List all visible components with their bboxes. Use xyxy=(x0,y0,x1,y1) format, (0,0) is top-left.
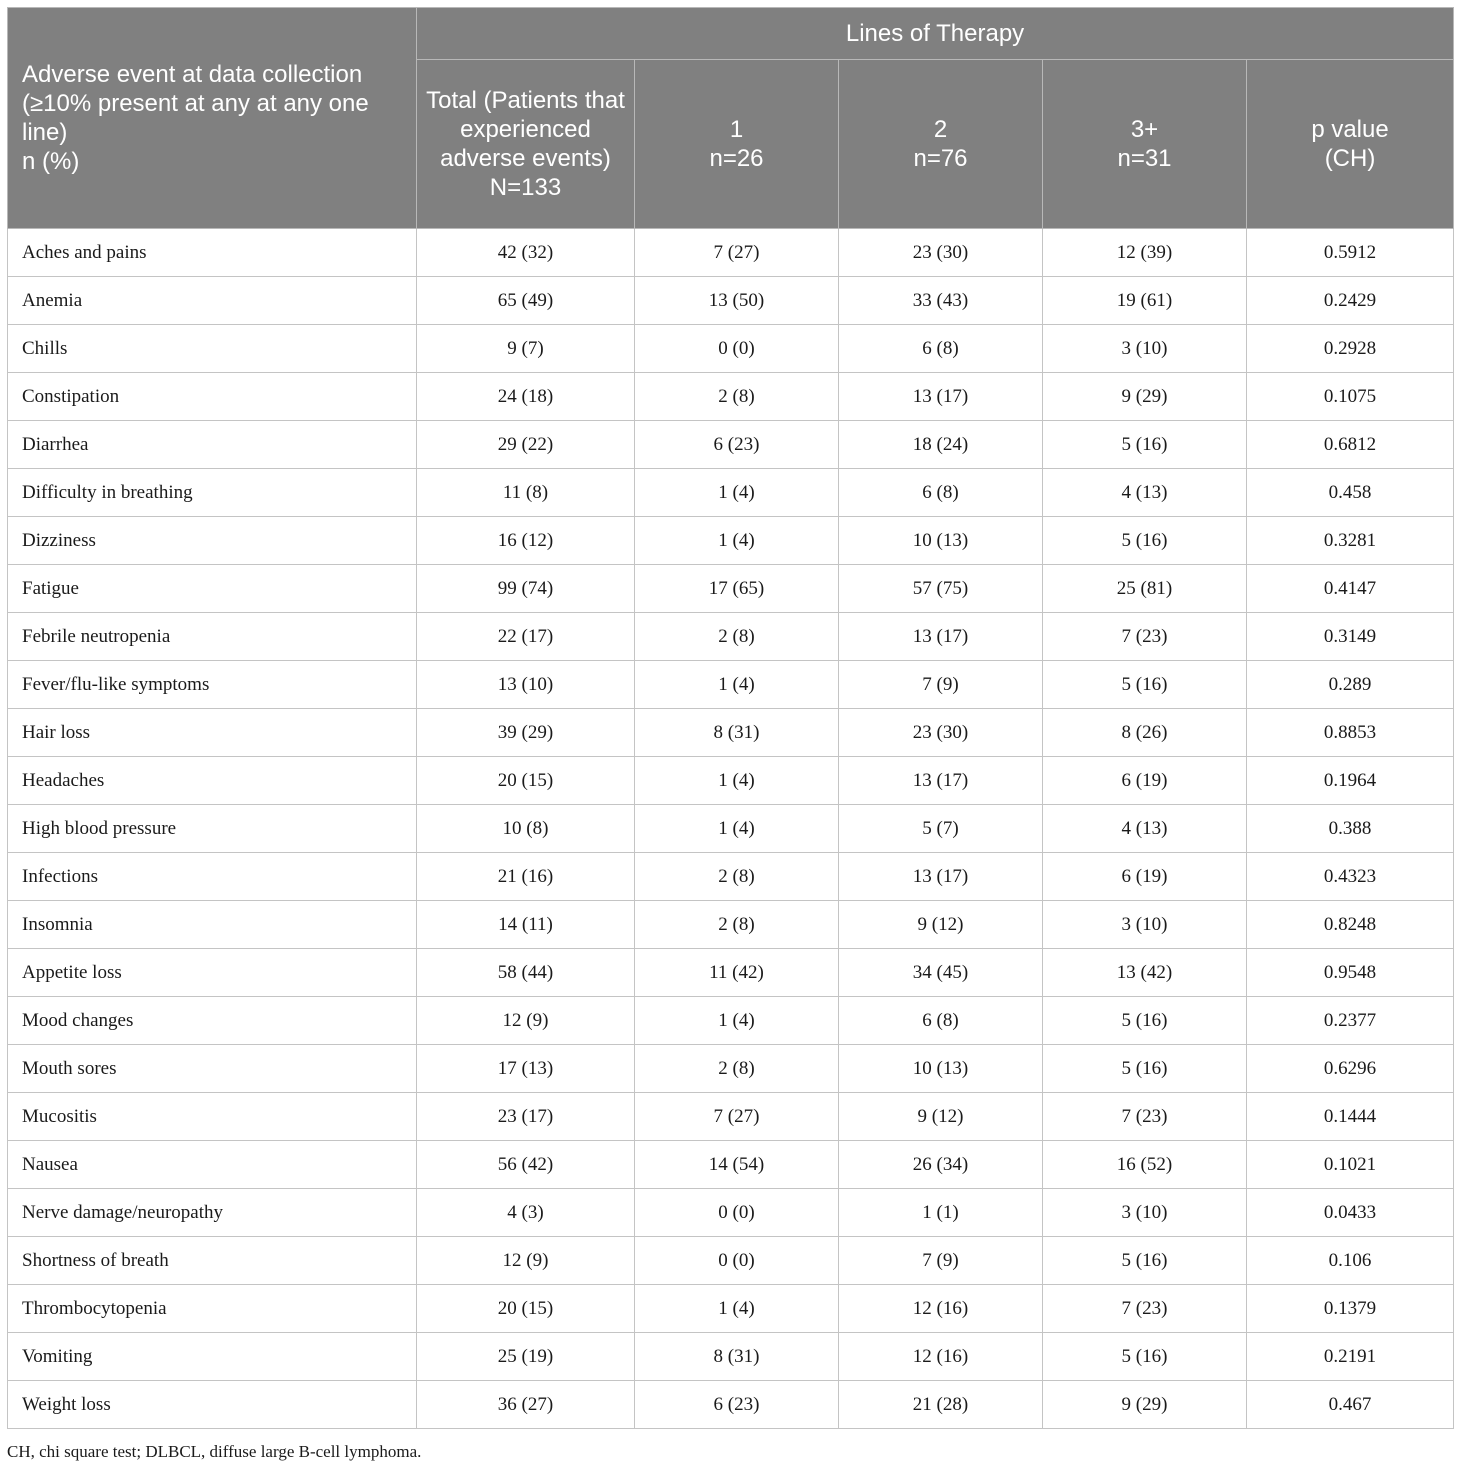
event-cell: Hair loss xyxy=(8,709,417,757)
table-row xyxy=(8,1141,1454,1189)
p-value-cell: 0.1379 xyxy=(1247,1285,1454,1333)
event-cell: Febrile neutropenia xyxy=(8,613,417,661)
line-1-cell: 1 (4) xyxy=(635,997,839,1045)
event-cell: Thrombocytopenia xyxy=(8,1285,417,1333)
total-cell: 36 (27) xyxy=(417,1381,635,1429)
line-1-cell: 8 (31) xyxy=(635,1333,839,1381)
table-row xyxy=(8,997,1454,1045)
line-1-cell: 2 (8) xyxy=(635,1045,839,1093)
event-cell: Dizziness xyxy=(8,517,417,565)
table-row xyxy=(8,1093,1454,1141)
line-3-plus-cell: 5 (16) xyxy=(1043,661,1247,709)
line-2-cell: 33 (43) xyxy=(839,277,1043,325)
p-value-cell: 0.458 xyxy=(1247,469,1454,517)
line-1-cell: 0 (0) xyxy=(635,1237,839,1285)
line-1-cell: 6 (23) xyxy=(635,421,839,469)
line-1-cell: 0 (0) xyxy=(635,325,839,373)
p-value-cell: 0.2429 xyxy=(1247,277,1454,325)
p-value-cell: 0.3281 xyxy=(1247,517,1454,565)
line-1-cell: 0 (0) xyxy=(635,1189,839,1237)
event-cell: Mouth sores xyxy=(8,1045,417,1093)
header-group-row xyxy=(8,8,1454,60)
total-cell: 12 (9) xyxy=(417,1237,635,1285)
line-1-cell: 1 (4) xyxy=(635,517,839,565)
total-cell: 56 (42) xyxy=(417,1141,635,1189)
event-cell: Vomiting xyxy=(8,1333,417,1381)
group-header-lines-of-therapy: Lines of Therapy xyxy=(417,8,1454,60)
p-value-cell: 0.289 xyxy=(1247,661,1454,709)
p-value-cell: 0.2377 xyxy=(1247,997,1454,1045)
line-3-plus-cell: 4 (13) xyxy=(1043,805,1247,853)
line-1-cell: 1 (4) xyxy=(635,757,839,805)
total-cell: 29 (22) xyxy=(417,421,635,469)
total-cell: 16 (12) xyxy=(417,517,635,565)
row-header-adverse-event: Adverse event at data collection (≥10% present at any at any one line) n (%) xyxy=(8,8,417,229)
event-cell: Appetite loss xyxy=(8,949,417,997)
line-2-cell: 26 (34) xyxy=(839,1141,1043,1189)
line-1-cell: 6 (23) xyxy=(635,1381,839,1429)
p-value-cell: 0.8853 xyxy=(1247,709,1454,757)
total-cell: 25 (19) xyxy=(417,1333,635,1381)
p-value-cell: 0.106 xyxy=(1247,1237,1454,1285)
event-cell: Nausea xyxy=(8,1141,417,1189)
table-row xyxy=(8,1045,1454,1093)
line-1-cell: 1 (4) xyxy=(635,469,839,517)
table-row xyxy=(8,901,1454,949)
line-2-cell: 12 (16) xyxy=(839,1285,1043,1333)
line-2-cell: 57 (75) xyxy=(839,565,1043,613)
table-footnote: CH, chi square test; DLBCL, diffuse large B-cell lymphoma. xyxy=(7,1442,422,1461)
line-3-plus-cell: 6 (19) xyxy=(1043,757,1247,805)
line-2-cell: 6 (8) xyxy=(839,997,1043,1045)
event-cell: Mood changes xyxy=(8,997,417,1045)
p-value-cell: 0.4147 xyxy=(1247,565,1454,613)
line-2-cell: 1 (1) xyxy=(839,1189,1043,1237)
line-1-cell: 14 (54) xyxy=(635,1141,839,1189)
total-cell: 10 (8) xyxy=(417,805,635,853)
table-header xyxy=(8,8,1454,229)
column-header-line-2: 2 n=76 xyxy=(839,60,1043,229)
p-value-cell: 0.6812 xyxy=(1247,421,1454,469)
table-row xyxy=(8,565,1454,613)
total-cell: 20 (15) xyxy=(417,1285,635,1333)
line-1-cell: 13 (50) xyxy=(635,277,839,325)
line-2-cell: 13 (17) xyxy=(839,373,1043,421)
p-value-cell: 0.9548 xyxy=(1247,949,1454,997)
table-row xyxy=(8,373,1454,421)
p-value-cell: 0.5912 xyxy=(1247,229,1454,277)
line-1-cell: 1 (4) xyxy=(635,661,839,709)
event-cell: Aches and pains xyxy=(8,229,417,277)
line-3-plus-cell: 13 (42) xyxy=(1043,949,1247,997)
line-2-cell: 9 (12) xyxy=(839,901,1043,949)
p-value-cell: 0.0433 xyxy=(1247,1189,1454,1237)
event-cell: Fatigue xyxy=(8,565,417,613)
table-row xyxy=(8,661,1454,709)
p-value-cell: 0.2191 xyxy=(1247,1333,1454,1381)
line-2-cell: 6 (8) xyxy=(839,325,1043,373)
total-cell: 22 (17) xyxy=(417,613,635,661)
table-row xyxy=(8,1189,1454,1237)
p-value-cell: 0.4323 xyxy=(1247,853,1454,901)
p-value-cell: 0.2928 xyxy=(1247,325,1454,373)
total-cell: 21 (16) xyxy=(417,853,635,901)
total-cell: 12 (9) xyxy=(417,997,635,1045)
line-1-cell: 2 (8) xyxy=(635,853,839,901)
event-cell: Anemia xyxy=(8,277,417,325)
line-2-cell: 13 (17) xyxy=(839,853,1043,901)
table-row xyxy=(8,709,1454,757)
event-cell: Shortness of breath xyxy=(8,1237,417,1285)
line-3-plus-cell: 3 (10) xyxy=(1043,1189,1247,1237)
line-3-plus-cell: 7 (23) xyxy=(1043,613,1247,661)
table-row xyxy=(8,949,1454,997)
line-2-cell: 21 (28) xyxy=(839,1381,1043,1429)
table-row xyxy=(8,613,1454,661)
line-3-plus-cell: 5 (16) xyxy=(1043,517,1247,565)
line-3-plus-cell: 4 (13) xyxy=(1043,469,1247,517)
adverse-events-table xyxy=(7,7,1454,1429)
line-1-cell: 7 (27) xyxy=(635,229,839,277)
line-3-plus-cell: 5 (16) xyxy=(1043,1045,1247,1093)
total-cell: 14 (11) xyxy=(417,901,635,949)
line-3-plus-cell: 12 (39) xyxy=(1043,229,1247,277)
event-cell: Infections xyxy=(8,853,417,901)
line-3-plus-cell: 7 (23) xyxy=(1043,1093,1247,1141)
p-value-cell: 0.1021 xyxy=(1247,1141,1454,1189)
table-row xyxy=(8,1381,1454,1429)
table-row xyxy=(8,757,1454,805)
table-row xyxy=(8,421,1454,469)
total-cell: 17 (13) xyxy=(417,1045,635,1093)
total-cell: 58 (44) xyxy=(417,949,635,997)
line-3-plus-cell: 8 (26) xyxy=(1043,709,1247,757)
line-3-plus-cell: 16 (52) xyxy=(1043,1141,1247,1189)
p-value-cell: 0.1075 xyxy=(1247,373,1454,421)
line-2-cell: 23 (30) xyxy=(839,229,1043,277)
table-row xyxy=(8,1285,1454,1333)
event-cell: Headaches xyxy=(8,757,417,805)
adverse-events-table-container xyxy=(7,7,1453,1429)
line-1-cell: 1 (4) xyxy=(635,805,839,853)
line-3-plus-cell: 5 (16) xyxy=(1043,1237,1247,1285)
line-2-cell: 18 (24) xyxy=(839,421,1043,469)
line-2-cell: 34 (45) xyxy=(839,949,1043,997)
line-3-plus-cell: 19 (61) xyxy=(1043,277,1247,325)
line-1-cell: 1 (4) xyxy=(635,1285,839,1333)
table-row xyxy=(8,277,1454,325)
line-2-cell: 6 (8) xyxy=(839,469,1043,517)
line-3-plus-cell: 5 (16) xyxy=(1043,1333,1247,1381)
total-cell: 4 (3) xyxy=(417,1189,635,1237)
line-3-plus-cell: 5 (16) xyxy=(1043,997,1247,1045)
line-1-cell: 2 (8) xyxy=(635,901,839,949)
line-2-cell: 13 (17) xyxy=(839,613,1043,661)
p-value-cell: 0.1444 xyxy=(1247,1093,1454,1141)
line-2-cell: 13 (17) xyxy=(839,757,1043,805)
line-2-cell: 23 (30) xyxy=(839,709,1043,757)
line-3-plus-cell: 5 (16) xyxy=(1043,421,1247,469)
total-cell: 20 (15) xyxy=(417,757,635,805)
event-cell: Chills xyxy=(8,325,417,373)
p-value-cell: 0.8248 xyxy=(1247,901,1454,949)
line-3-plus-cell: 3 (10) xyxy=(1043,901,1247,949)
total-cell: 23 (17) xyxy=(417,1093,635,1141)
line-3-plus-cell: 9 (29) xyxy=(1043,373,1247,421)
total-cell: 99 (74) xyxy=(417,565,635,613)
event-cell: Diarrhea xyxy=(8,421,417,469)
line-1-cell: 2 (8) xyxy=(635,373,839,421)
line-3-plus-cell: 7 (23) xyxy=(1043,1285,1247,1333)
line-1-cell: 11 (42) xyxy=(635,949,839,997)
p-value-cell: 0.6296 xyxy=(1247,1045,1454,1093)
event-cell: Weight loss xyxy=(8,1381,417,1429)
column-header-p-value: p value (CH) xyxy=(1247,60,1454,229)
event-cell: Mucositis xyxy=(8,1093,417,1141)
line-1-cell: 8 (31) xyxy=(635,709,839,757)
total-cell: 39 (29) xyxy=(417,709,635,757)
line-2-cell: 10 (13) xyxy=(839,1045,1043,1093)
line-3-plus-cell: 6 (19) xyxy=(1043,853,1247,901)
table-row xyxy=(8,805,1454,853)
line-1-cell: 7 (27) xyxy=(635,1093,839,1141)
line-3-plus-cell: 9 (29) xyxy=(1043,1381,1247,1429)
table-row xyxy=(8,1333,1454,1381)
total-cell: 11 (8) xyxy=(417,469,635,517)
line-3-plus-cell: 25 (81) xyxy=(1043,565,1247,613)
event-cell: High blood pressure xyxy=(8,805,417,853)
line-1-cell: 17 (65) xyxy=(635,565,839,613)
line-2-cell: 12 (16) xyxy=(839,1333,1043,1381)
event-cell: Insomnia xyxy=(8,901,417,949)
line-1-cell: 2 (8) xyxy=(635,613,839,661)
column-header-line-1: 1 n=26 xyxy=(635,60,839,229)
table-body xyxy=(8,229,1454,1429)
total-cell: 13 (10) xyxy=(417,661,635,709)
table-row xyxy=(8,325,1454,373)
total-cell: 24 (18) xyxy=(417,373,635,421)
table-row xyxy=(8,853,1454,901)
event-cell: Constipation xyxy=(8,373,417,421)
line-2-cell: 10 (13) xyxy=(839,517,1043,565)
p-value-cell: 0.1964 xyxy=(1247,757,1454,805)
event-cell: Difficulty in breathing xyxy=(8,469,417,517)
column-header-line-3-plus: 3+ n=31 xyxy=(1043,60,1247,229)
total-cell: 42 (32) xyxy=(417,229,635,277)
line-3-plus-cell: 3 (10) xyxy=(1043,325,1247,373)
line-2-cell: 7 (9) xyxy=(839,661,1043,709)
event-cell: Nerve damage/neuropathy xyxy=(8,1189,417,1237)
p-value-cell: 0.388 xyxy=(1247,805,1454,853)
line-2-cell: 5 (7) xyxy=(839,805,1043,853)
line-2-cell: 7 (9) xyxy=(839,1237,1043,1285)
p-value-cell: 0.3149 xyxy=(1247,613,1454,661)
total-cell: 9 (7) xyxy=(417,325,635,373)
table-row xyxy=(8,517,1454,565)
p-value-cell: 0.467 xyxy=(1247,1381,1454,1429)
column-header-total: Total (Patients that experienced adverse events) N=133 xyxy=(417,60,635,229)
event-cell: Fever/flu-like symptoms xyxy=(8,661,417,709)
table-row xyxy=(8,469,1454,517)
table-row xyxy=(8,229,1454,277)
line-2-cell: 9 (12) xyxy=(839,1093,1043,1141)
table-row xyxy=(8,1237,1454,1285)
total-cell: 65 (49) xyxy=(417,277,635,325)
